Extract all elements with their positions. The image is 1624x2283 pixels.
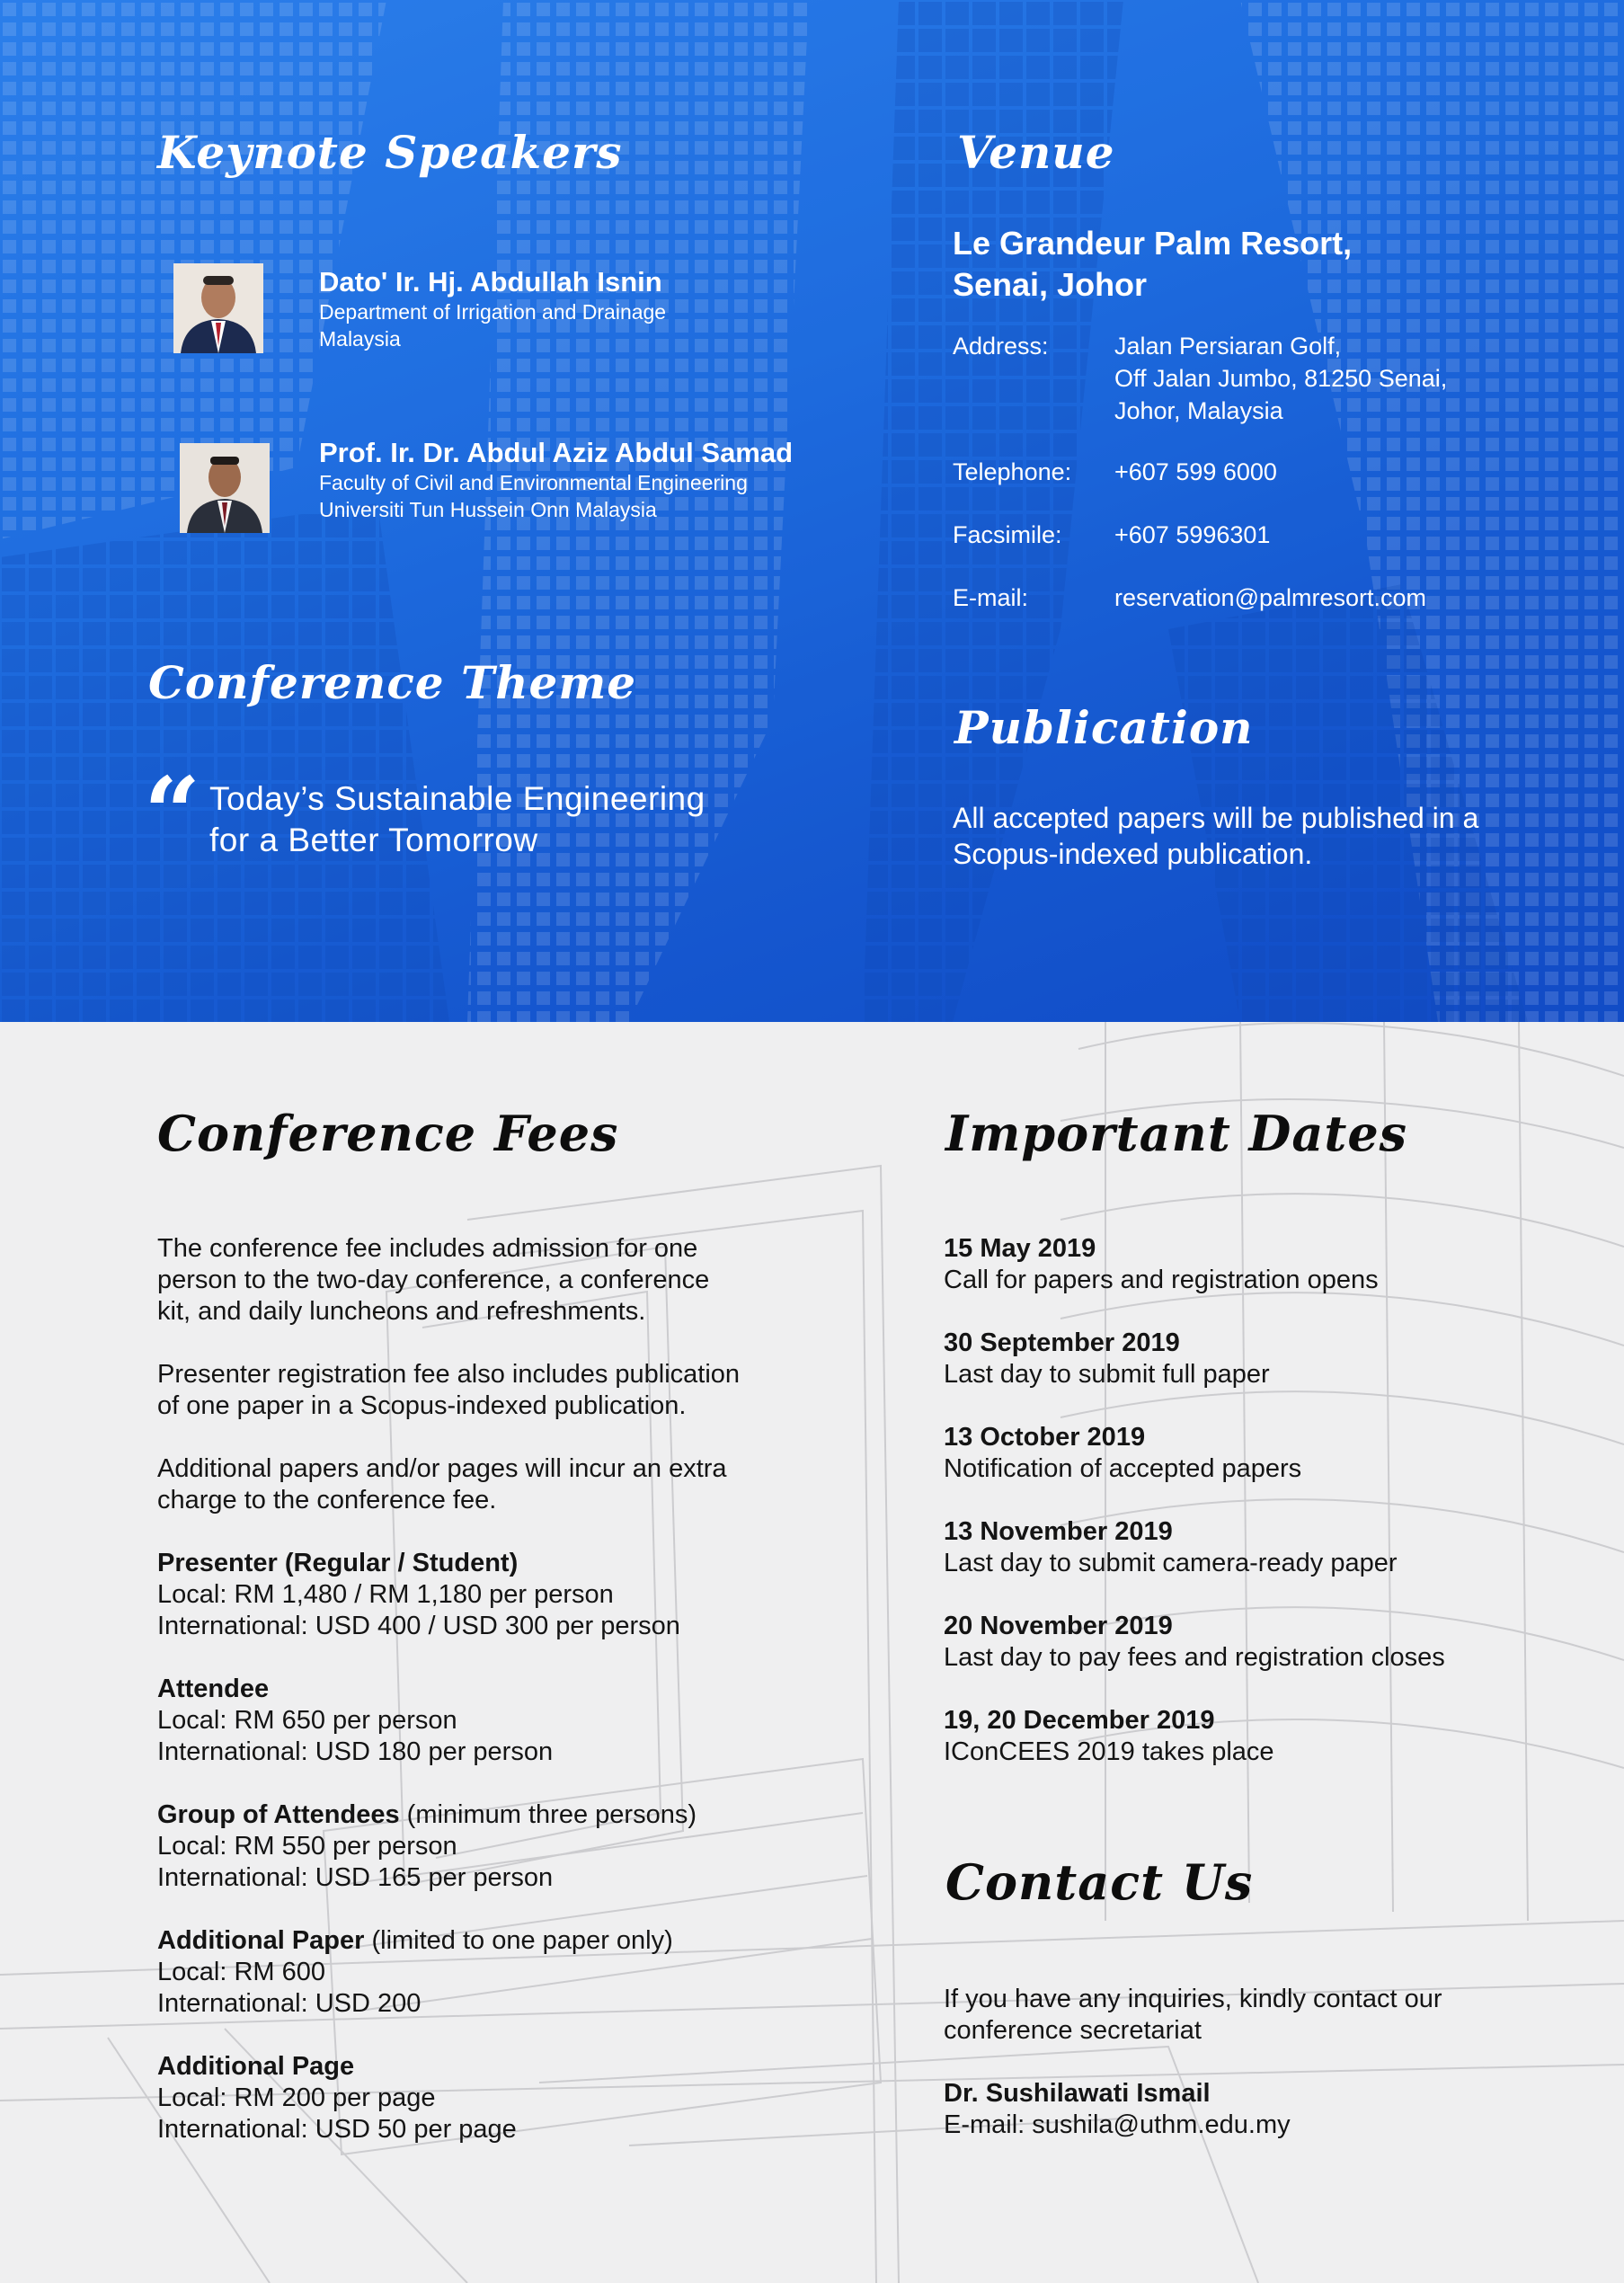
fee-note: (minimum three persons) xyxy=(399,1800,697,1829)
speaker-1-info xyxy=(319,266,666,352)
address-label: Address: xyxy=(953,333,1049,360)
contact-person-name: Dr. Sushilawati Ismail xyxy=(944,2079,1211,2108)
date-item-3 xyxy=(944,1422,1301,1485)
speaker-2-affiliation: Faculty of Civil and Environmental Engineering xyxy=(319,471,748,494)
speaker-photo-2 xyxy=(180,443,270,533)
fee-international: International: USD 165 per person xyxy=(157,1863,554,1892)
fees-intro-3-line-2: charge to the conference fee. xyxy=(157,1486,497,1515)
facsimile-value: +607 5996301 xyxy=(1114,521,1271,548)
date-label: 13 November 2019 xyxy=(944,1517,1173,1546)
fee-heading: Presenter (Regular / Student) xyxy=(157,1549,519,1577)
date-description: IConCEES 2019 takes place xyxy=(944,1737,1274,1766)
fee-international: International: USD 200 xyxy=(157,1989,422,2018)
date-description: Last day to pay fees and registration closes xyxy=(944,1643,1445,1672)
date-label: 30 September 2019 xyxy=(944,1328,1180,1357)
publication-heading: Publication xyxy=(954,701,1254,754)
conference-theme-heading: Conference Theme xyxy=(148,656,637,709)
contact-person xyxy=(944,2078,1291,2141)
date-item-1 xyxy=(944,1233,1379,1296)
fee-heading: Additional Page xyxy=(157,2052,355,2081)
contact-us-heading: Contact Us xyxy=(945,1853,1254,1911)
theme-line-1: Today’s Sustainable Engineering xyxy=(209,780,706,817)
fee-local: Local: RM 650 per person xyxy=(157,1706,457,1735)
top-section xyxy=(0,0,1624,1022)
fees-intro-1-line-1: The conference fee includes admission for one xyxy=(157,1234,698,1263)
speaker-2-university: Universiti Tun Hussein Onn Malaysia xyxy=(319,498,657,521)
fees-intro-3-line-1: Additional papers and/or pages will incur an extra xyxy=(157,1454,727,1483)
address-line-3: Johor, Malaysia xyxy=(1114,397,1283,424)
fee-international: International: USD 400 / USD 300 per person xyxy=(157,1612,680,1640)
speaker-1-country: Malaysia xyxy=(319,327,401,351)
venue-heading: Venue xyxy=(957,126,1115,179)
date-label: 15 May 2019 xyxy=(944,1234,1096,1263)
fee-item-group xyxy=(157,1799,697,1894)
fee-international: International: USD 180 per person xyxy=(157,1737,554,1766)
venue-name xyxy=(953,223,1352,306)
date-description: Call for papers and registration opens xyxy=(944,1266,1379,1294)
fee-item-attendee xyxy=(157,1674,553,1768)
venue-name-line-1: Le Grandeur Palm Resort, xyxy=(953,225,1353,262)
contact-email-link[interactable]: E-mail: sushila@uthm.edu.my xyxy=(944,2110,1291,2139)
date-label: 19, 20 December 2019 xyxy=(944,1706,1215,1735)
email-label: E-mail: xyxy=(953,584,1029,611)
fees-intro-1-line-3: kit, and daily luncheons and refreshments. xyxy=(157,1297,646,1326)
date-item-4 xyxy=(944,1516,1398,1579)
address-line-1: Jalan Persiaran Golf, xyxy=(1114,333,1342,360)
fees-intro-paragraph-1 xyxy=(157,1233,840,1328)
fee-item-additional-paper xyxy=(157,1925,673,2020)
fees-intro-1-line-2: person to the two-day conference, a conference xyxy=(157,1266,710,1294)
publication-line-1: All accepted papers will be published in a xyxy=(953,802,1479,834)
fees-intro-paragraph-3 xyxy=(157,1453,840,1516)
address-line-2: Off Jalan Jumbo, 81250 Senai, xyxy=(1114,365,1448,392)
fee-local: Local: RM 1,480 / RM 1,180 per person xyxy=(157,1580,614,1609)
conference-theme-text xyxy=(209,778,706,861)
fee-note: (limited to one paper only) xyxy=(364,1926,673,1955)
date-description: Last day to submit camera-ready paper xyxy=(944,1549,1398,1577)
fee-heading: Additional Paper xyxy=(157,1926,365,1955)
date-description: Notification of accepted papers xyxy=(944,1454,1302,1483)
date-label: 20 November 2019 xyxy=(944,1612,1173,1640)
venue-name-line-2: Senai, Johor xyxy=(953,266,1148,303)
contact-intro xyxy=(944,1984,1442,2047)
speaker-1-affiliation: Department of Irrigation and Drainage xyxy=(319,300,667,324)
speaker-photo-1 xyxy=(173,263,263,353)
fee-item-additional-page xyxy=(157,2051,517,2145)
speaker-2-name: Prof. Ir. Dr. Abdul Aziz Abdul Samad xyxy=(319,437,794,468)
person-icon xyxy=(173,263,263,353)
publication-text xyxy=(953,800,1564,872)
contact-intro-line-2: conference secretariat xyxy=(944,2016,1202,2045)
telephone-label: Telephone: xyxy=(953,458,1072,485)
keynote-speakers-heading: Keynote Speakers xyxy=(157,126,623,179)
fee-heading: Group of Attendees xyxy=(157,1800,400,1829)
publication-line-2: Scopus-indexed publication. xyxy=(953,838,1313,870)
fee-local: Local: RM 200 per page xyxy=(157,2083,436,2112)
fee-local: Local: RM 550 per person xyxy=(157,1832,457,1861)
conference-fees-heading: Conference Fees xyxy=(157,1105,619,1162)
contact-intro-line-1: If you have any inquiries, kindly contact our xyxy=(944,1985,1442,2013)
date-item-5 xyxy=(944,1611,1445,1674)
venue-email-link[interactable]: reservation@palmresort.com xyxy=(1114,584,1427,611)
bottom-section xyxy=(0,1022,1624,2283)
telephone-value: +607 599 6000 xyxy=(1114,458,1277,485)
facsimile-label: Facsimile: xyxy=(953,521,1062,548)
theme-line-2: for a Better Tomorrow xyxy=(209,822,538,858)
important-dates-heading: Important Dates xyxy=(945,1105,1408,1162)
fees-intro-paragraph-2 xyxy=(157,1359,840,1422)
fees-intro-2-line-1: Presenter registration fee also includes publication xyxy=(157,1360,741,1389)
speaker-2-info xyxy=(319,437,793,523)
address-value xyxy=(1114,330,1564,427)
fee-international: International: USD 50 per page xyxy=(157,2115,517,2144)
date-description: Last day to submit full paper xyxy=(944,1360,1270,1389)
date-item-6 xyxy=(944,1705,1274,1768)
fee-heading: Attendee xyxy=(157,1674,270,1703)
fee-local: Local: RM 600 xyxy=(157,1958,325,1986)
fees-intro-2-line-2: of one paper in a Scopus-indexed publication. xyxy=(157,1391,687,1420)
person-icon xyxy=(180,443,270,533)
date-label: 13 October 2019 xyxy=(944,1423,1146,1452)
speaker-1-name: Dato' Ir. Hj. Abdullah Isnin xyxy=(319,266,662,298)
quote-mark-icon: “ xyxy=(144,755,201,871)
fee-item-presenter xyxy=(157,1548,680,1642)
date-item-2 xyxy=(944,1328,1270,1390)
